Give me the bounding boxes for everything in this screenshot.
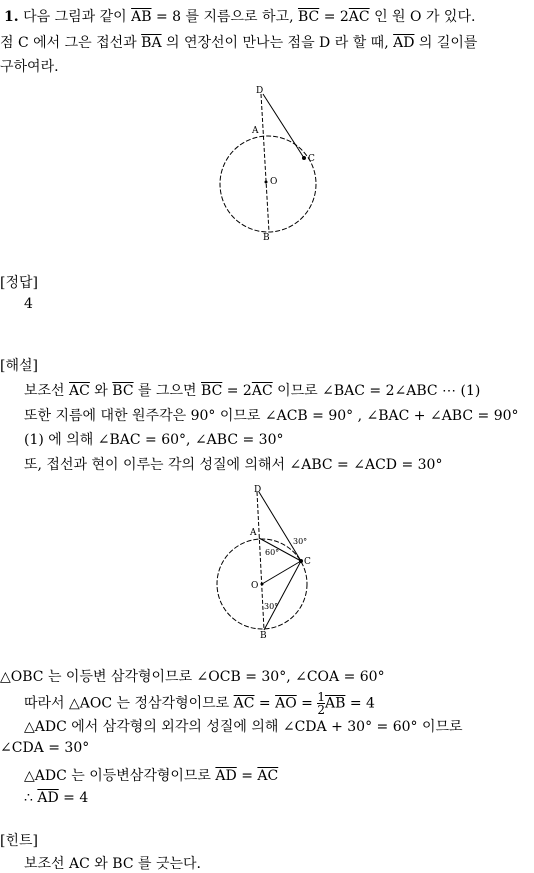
point-o-2 <box>261 583 264 586</box>
arc-ac: $\overline{AC}$ <box>348 9 370 25</box>
text: = 4 <box>58 790 89 806</box>
text: 보조선 <box>24 383 70 399</box>
text: 와 <box>89 383 113 399</box>
label-c-2: C <box>304 557 311 567</box>
fraction-numerator: 1 <box>317 690 325 704</box>
solution-line-3: (1) 에 의해 ∠BAC = 60°, ∠ABC = 30° <box>24 432 284 448</box>
text: = <box>296 695 318 712</box>
solution2-line-5 <box>24 765 278 785</box>
text: = 4 <box>345 695 375 712</box>
hint-header: [힌트] <box>0 833 38 849</box>
text: 점 C 에서 그은 접선과 <box>0 35 142 51</box>
angle-60-label: 60° <box>265 548 280 557</box>
solution-header: [해설] <box>0 358 38 374</box>
label-c: C <box>308 154 315 164</box>
segment-ac: $\overline{AC}$ <box>257 768 279 784</box>
solution2-line-4: ∠CDA = 30° <box>0 740 90 756</box>
segment-ad: $\overline{AD}$ <box>37 790 59 806</box>
text: 의 연장선이 만나는 점을 D 라 할 때, <box>161 35 394 51</box>
solution-line-2: 또한 지름에 대한 원주각은 90° 이므로 ∠ACB = 90° , ∠BAC + ∠ABC = 90° <box>24 408 519 424</box>
segment-ad: $\overline{AD}$ <box>393 35 415 51</box>
answer-value: 4 <box>24 296 33 312</box>
point-c-2 <box>299 559 303 563</box>
solution2-line-2 <box>24 691 375 716</box>
problem-line-3: 구하여라. <box>0 59 59 75</box>
text: = <box>254 695 276 712</box>
solution2-line-6 <box>24 790 88 806</box>
segment-bc: $\overline{BC}$ <box>112 383 134 399</box>
text: 의 길이를 <box>414 35 478 51</box>
segment-ab: $\overline{AB}$ <box>131 9 152 25</box>
segment-ao: $\overline{AO}$ <box>275 695 297 712</box>
text: 따라서 △AOC 는 정삼각형이므로 <box>24 695 234 712</box>
label-b: B <box>263 233 270 243</box>
text: = 8 를 지름으로 하고, <box>151 9 298 25</box>
segment-ac: $\overline{AC}$ <box>69 383 90 399</box>
answer-header: [정답] <box>0 275 38 291</box>
label-o-2: O <box>251 581 259 591</box>
text: = 2 <box>319 9 349 25</box>
text: = 2 <box>222 383 252 399</box>
label-a-2: A <box>250 528 257 538</box>
label-o: O <box>270 177 278 187</box>
text: ∴ <box>24 790 38 806</box>
segment-ad: $\overline{AD}$ <box>215 768 237 784</box>
fraction-half <box>317 691 325 716</box>
label-d-2: D <box>254 485 262 495</box>
text: 를 그으면 <box>133 383 202 399</box>
solution2-line-1: △OBC 는 이등변 삼각형이므로 ∠OCB = 30°, ∠COA = 60° <box>0 669 385 685</box>
segment-ab: $\overline{AB}$ <box>324 695 346 712</box>
arc-bc: $\overline{BC}$ <box>201 383 223 399</box>
text: 인 원 O 가 있다. <box>369 9 476 25</box>
angle-30-bottom-label: 30° <box>264 602 279 611</box>
solution2-line-3: △ADC 에서 삼각형의 외각의 성질에 의해 ∠CDA + 30° = 60° 이므로 <box>24 719 463 735</box>
label-a: A <box>252 126 259 136</box>
label-b-2: B <box>260 631 267 641</box>
problem-number: 1. <box>4 9 19 25</box>
angle-30-top-label: 30° <box>293 537 308 546</box>
segment-ac: $\overline{AC}$ <box>233 695 255 712</box>
arc-bc: $\overline{BC}$ <box>297 9 320 25</box>
text: = <box>236 768 258 784</box>
label-d: D <box>256 86 264 96</box>
arc-ac: $\overline{AC}$ <box>251 383 273 399</box>
text: △ADC 는 이등변삼각형이므로 <box>24 768 216 784</box>
text: 이므로 ∠BAC = 2∠ABC ⋯ (1) <box>272 383 481 399</box>
line-db-2 <box>257 492 264 630</box>
segment-ba: $\overline{BA}$ <box>141 35 162 51</box>
solution-line-4: 또, 접선과 현이 이루는 각의 성질에 의해서 ∠ABC = ∠ACD = 30° <box>24 457 443 473</box>
text: 다음 그림과 같이 <box>23 9 132 25</box>
fraction-denominator: 2 <box>317 703 325 717</box>
hint-text: 보조선 AC 와 BC 를 긋는다. <box>24 856 201 872</box>
